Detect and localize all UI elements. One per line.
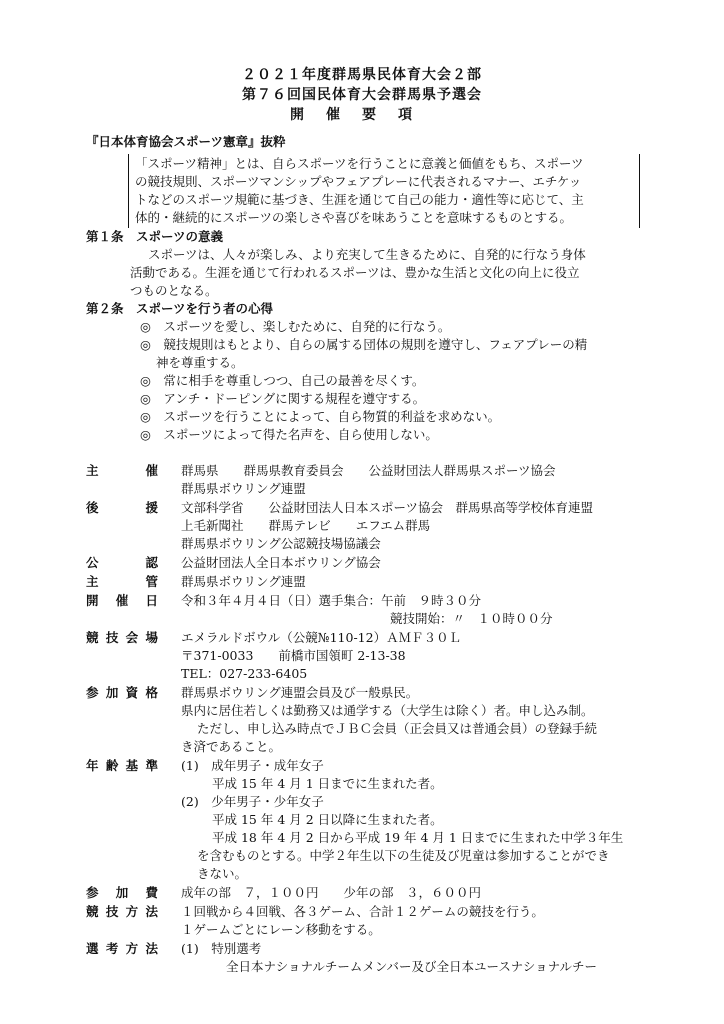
charter-line: 体的・継続的にスポーツの楽しさや喜びを味あうことを意味するものとする。 (135, 210, 573, 225)
article2-item: ◎ スポーツによって得た名声を、自ら使用しない。 (140, 427, 438, 442)
selection-label: 選 考 方 法 (86, 941, 158, 956)
charter-box (128, 154, 640, 228)
charter-line: 「スポーツ精神」とは、自らスポーツを行うことに意義と価値をもち、スポーツ (135, 156, 584, 171)
age-value: (1) 成年男子・成年女子 (181, 758, 324, 773)
age-label: 年 齢 基 準 (86, 758, 158, 773)
article2-item: ◎ スポーツを行うことによって、自ら物質的利益を求めない。 (140, 409, 501, 424)
fee-value: 成年の部 ７，１００円 少年の部 ３，６００円 (181, 885, 482, 900)
approval-label: 公 認 (86, 555, 158, 570)
article1-line: スポーツは、人々が楽しみ、より充実して生きるために、自発的に行なう身体 (148, 247, 586, 262)
article2-item: ◎ 競技規則はもとより、自らの属する団体の規則を遵守し、フェアプレーの精 (140, 337, 588, 352)
age-value: きない。 (197, 866, 248, 881)
age-value: 平成 15 年 4 月 2 日以降に生まれた者。 (212, 812, 443, 827)
management-label: 主 管 (86, 574, 158, 589)
support-label: 後 援 (86, 500, 158, 515)
organizer-value: 群馬県 群馬県教育委員会 公益財団法人群馬県スポーツ協会 (181, 463, 556, 478)
method-label: 競 技 方 法 (86, 904, 158, 919)
article1-line: つものとなる。 (130, 283, 218, 298)
article1-heading: 第１条 スポーツの意義 (86, 229, 224, 244)
venue-label: 競 技 会 場 (86, 630, 158, 645)
age-value: 平成 18 年 4 月 2 日から平成 19 年 4 月 1 日までに生まれた中学３年生 (212, 830, 624, 845)
age-value: 平成 15 年 4 月 1 日までに生まれた者。 (212, 776, 443, 791)
venue-value: エメラルドボウル（公競№110-12）ＡＭＦ３０Ｌ (181, 630, 462, 645)
support-value: 群馬県ボウリング公認競技場協議会 (181, 536, 381, 551)
age-value: を含むものとする。中学２年生以下の生徒及び児童は参加することができ (197, 848, 610, 863)
venue-address: 〒371-0033 前橋市国領町 2-13-38 (181, 648, 406, 663)
doc-title-line3: 開催要項 (290, 107, 434, 123)
start-time-value: 競技開始：〃 １０時００分 (390, 611, 553, 626)
support-value: 文部科学省 公益財団法人日本スポーツ協会 群馬県高等学校体育連盟 (181, 500, 594, 515)
eligibility-value: 県内に居住若しくは勤務又は通学する（大学生は除く）者。申し込み制。 (181, 703, 594, 718)
eligibility-value: き済であること。 (181, 739, 282, 754)
organizer-label: 主 催 (86, 463, 158, 478)
article1-line: 活動である。生涯を通じて行われるスポーツは、豊かな生活と文化の向上に役立 (130, 265, 580, 280)
organizer-value: 群馬県ボウリング連盟 (181, 481, 306, 496)
age-value: (2) 少年男子・少年女子 (181, 794, 324, 809)
charter-line: の競技規則、スポーツマンシップやフェアプレーに代表されるマナー、エチケッ (135, 174, 582, 189)
article2-item: ◎ スポーツを愛し、楽しむために、自発的に行なう。 (140, 319, 451, 334)
article2-item: ◎ 常に相手を尊重しつつ、自己の最善を尽くす。 (140, 373, 425, 388)
doc-title-line1: ２０２１年度群馬県民体育大会２部 (242, 67, 482, 83)
charter-line: トなどのスポーツ規範に基づき、生涯を通じて自己の能力・適性等に応じて、主 (135, 192, 584, 207)
fee-label: 参 加 費 (86, 885, 158, 900)
eligibility-value: 群馬県ボウリング連盟会員及び一般県民。 (181, 685, 419, 700)
article2-item: ◎ アンチ・ドーピングに関する規程を遵守する。 (140, 391, 426, 406)
selection-value: 全日本ナショナルチームメンバー及び全日本ユースナショナルチー (226, 959, 598, 974)
management-value: 群馬県ボウリング連盟 (181, 574, 306, 589)
venue-tel: TEL：027-233-6405 (181, 666, 308, 681)
charter-heading: 『日本体育協会スポーツ憲章』抜粋 (86, 134, 286, 149)
article2-heading: 第２条 スポーツを行う者の心得 (86, 301, 274, 316)
eligibility-label: 参 加 資 格 (86, 685, 158, 700)
support-value: 上毛新聞社 群馬テレビ エフエム群馬 (181, 518, 431, 533)
method-value: １回戦から４回戦、各３ゲーム、合計１２ゲームの競技を行う。 (181, 904, 544, 919)
approval-value: 公益財団法人全日本ボウリング協会 (181, 555, 381, 570)
date-label: 開 催 日 (86, 593, 158, 608)
selection-value: (1) 特別選考 (181, 941, 262, 956)
doc-title-line2: 第７６回国民体育大会群馬県予選会 (242, 87, 482, 103)
eligibility-value: ただし、申し込み時点でＪＢＣ会員（正会員又は普通会員）の登録手続 (197, 721, 598, 736)
date-value: 令和３年４月４日（日）選手集合：午前 ９時３０分 (181, 593, 482, 608)
method-value: １ゲームごとにレーン移動をする。 (181, 922, 381, 937)
article2-item-cont: 神を尊重する。 (156, 355, 244, 370)
